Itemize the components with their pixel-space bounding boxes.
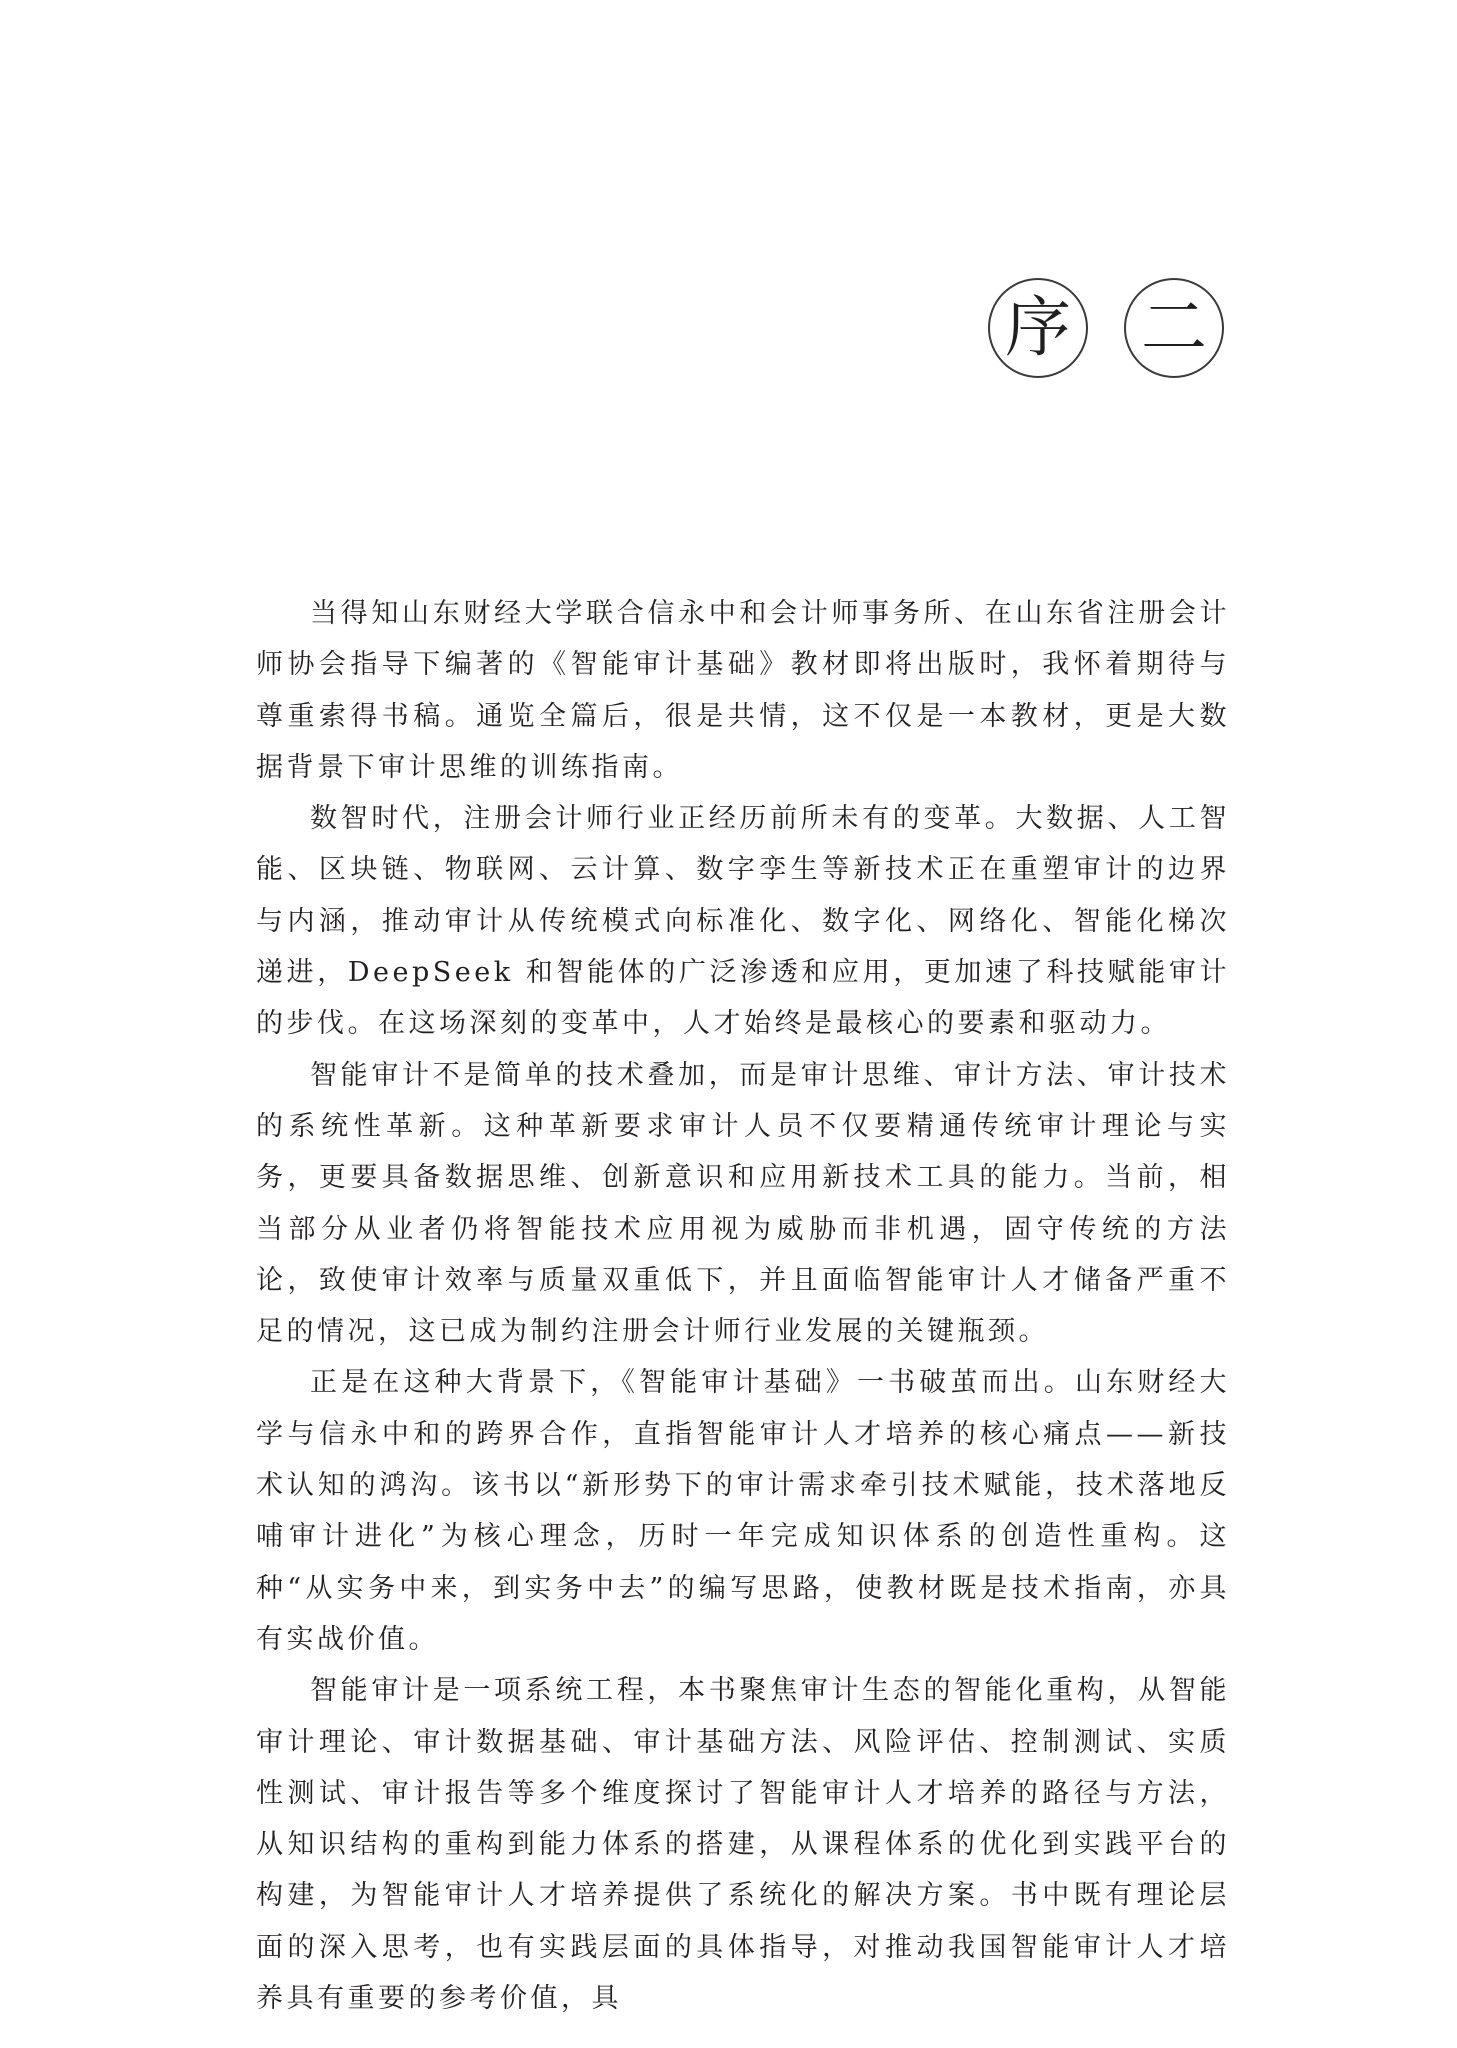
paragraph-2: 数智时代，注册会计师行业正经历前所未有的变革。大数据、人工智能、区块链、物联网、云计算、数字孪生等新技术正在重塑审计的边界与内涵，推动审计从传统模式向标准化、数字化、网络化、智能化梯次递进，DeepSeek 和智能体的广泛渗透和应用，更加速了科技赋能审计的步伐。在这场深刻的变革中，人才始终是最核心的要素和驱动力。 — [256, 803, 1230, 1040]
heading-char-2: 二 — [1124, 278, 1224, 378]
chapter-heading — [988, 278, 1224, 378]
paragraph-1: 当得知山东财经大学联合信永中和会计师事务所、在山东省注册会计师协会指导下编著的《智能审计基础》教材即将出版时，我怀着期待与尊重索得书稿。通览全篇后，很是共情，这不仅是一本教材，更是大数据背景下审计思维的训练指南。 — [256, 598, 1230, 783]
paragraph-4: 正是在这种大背景下，《智能审计基础》一书破茧而出。山东财经大学与信永中和的跨界合作，直指智能审计人才培养的核心痛点——新技术认知的鸿沟。该书以“新形势下的审计需求牵引技术赋能，技术落地反哺审计进化”为核心理念，历时一年完成知识体系的创造性重构。这种“从实务中来，到实务中去”的编写思路，使教材既是技术指南，亦具有实战价值。 — [256, 1367, 1230, 1655]
paragraph-3: 智能审计不是简单的技术叠加，而是审计思维、审计方法、审计技术的系统性革新。这种革新要求审计人员不仅要精通传统审计理论与实务，更要具备数据思维、创新意识和应用新技术工具的能力。当前，相当部分从业者仍将智能技术应用视为威胁而非机遇，固守传统的方法论，致使审计效率与质量双重低下，并且面临智能审计人才储备严重不足的情况，这已成为制约注册会计师行业发展的关键瓶颈。 — [256, 1059, 1230, 1348]
paragraph-5: 智能审计是一项系统工程，本书聚焦审计生态的智能化重构，从智能审计理论、审计数据基础、审计基础方法、风险评估、控制测试、实质性测试、审计报告等多个维度探讨了智能审计人才培养的路径与方法，从知识结构的重构到能力体系的搭建，从课程体系的优化到实践平台的构建，为智能审计人才培养提供了系统化的解决方案。书中既有理论层面的深入思考，也有实践层面的具体指导，对推动我国智能审计人才培养具有重要的参考价值，具 — [256, 1675, 1230, 2015]
heading-char-1: 序 — [988, 278, 1088, 378]
body-text — [256, 588, 1230, 2024]
